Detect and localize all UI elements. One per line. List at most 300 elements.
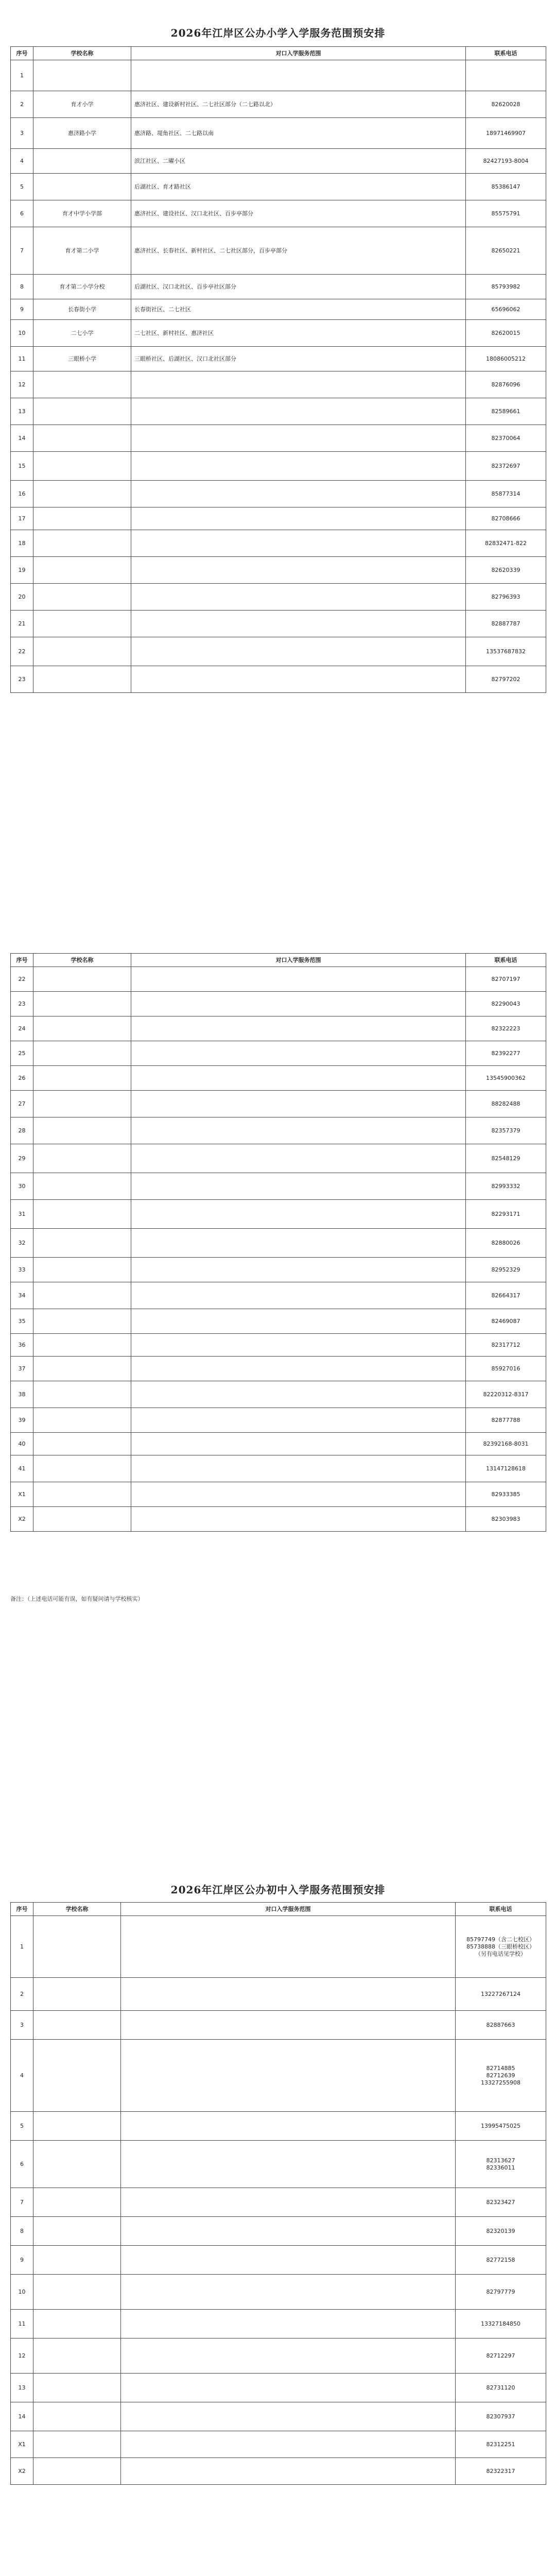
table-row	[11, 1916, 546, 1978]
table-row	[11, 1408, 546, 1433]
phone-number: 82620015	[466, 320, 546, 347]
row-index: 24	[11, 1016, 33, 1041]
table-row	[11, 149, 546, 174]
middle-page	[0, 1855, 556, 2576]
school-name	[33, 507, 131, 530]
service-range	[131, 1334, 466, 1357]
service-range	[121, 2040, 456, 2112]
school-name	[33, 2040, 121, 2112]
table-row	[11, 2188, 546, 2217]
row-index: 10	[11, 320, 33, 347]
table-row	[11, 2431, 546, 2458]
school-name	[33, 1433, 131, 1455]
row-index: 6	[11, 200, 33, 227]
phone-number: 82322223	[466, 1016, 546, 1041]
header-index: 序号	[11, 47, 33, 60]
row-index: 14	[11, 2402, 33, 2431]
school-name: 长春街小学	[33, 299, 131, 320]
table-row	[11, 530, 546, 557]
row-index: 15	[11, 452, 33, 481]
service-range: 后湖社区、汉口北社区、百步亭社区部分	[131, 275, 466, 299]
service-range	[131, 1357, 466, 1381]
phone-number: 82317712	[466, 1334, 546, 1357]
service-range	[131, 1144, 466, 1173]
school-name	[33, 1282, 131, 1309]
phone-number: 82392277	[466, 1041, 546, 1066]
page-title: 2026年江岸区公办初中入学服务范围预安排	[170, 1884, 386, 1896]
footnote: 备注：（上述电话可能有误，如有疑问请与学校核实）	[10, 1596, 144, 1602]
phone-number: 82293171	[466, 1200, 546, 1229]
phone-number: 82469087	[466, 1309, 546, 1334]
service-range	[131, 1381, 466, 1408]
row-index: 29	[11, 1144, 33, 1173]
school-name: 三眼桥小学	[33, 347, 131, 371]
row-index: 2	[11, 91, 33, 118]
row-index: 7	[11, 227, 33, 275]
service-range	[131, 666, 466, 693]
phone-number: 13995475025	[456, 2112, 546, 2141]
primary-table	[10, 46, 546, 693]
service-range	[121, 1978, 456, 2011]
phone-number: 18971469907	[466, 118, 546, 149]
table-row	[11, 637, 546, 666]
primary-page-1	[0, 0, 556, 902]
row-index: 1	[11, 60, 33, 91]
table-row	[11, 2011, 546, 2040]
table-row	[11, 425, 546, 452]
service-range	[121, 2188, 456, 2217]
row-index: 33	[11, 1258, 33, 1282]
table-row	[11, 299, 546, 320]
row-index: 8	[11, 2217, 33, 2246]
school-name: 育才第二小学	[33, 227, 131, 275]
table-row	[11, 666, 546, 693]
header-range: 对口入学服务范围	[131, 47, 466, 60]
school-name	[33, 174, 131, 200]
school-name	[33, 425, 131, 452]
row-index: 38	[11, 1381, 33, 1408]
table-row	[11, 2310, 546, 2338]
table-row	[11, 2338, 546, 2374]
service-range	[131, 60, 466, 91]
school-name	[33, 1200, 131, 1229]
school-name	[33, 1507, 131, 1532]
table-row	[11, 611, 546, 637]
phone-number: 13537687832	[466, 637, 546, 666]
phone-number: 82620339	[466, 557, 546, 584]
service-range	[121, 2112, 456, 2141]
phone-number: 82312251	[456, 2431, 546, 2458]
phone-number: 82664317	[466, 1282, 546, 1309]
phone-number: 13545900362	[466, 1066, 546, 1091]
service-range	[131, 452, 466, 481]
table-row	[11, 452, 546, 481]
header-index: 序号	[11, 1903, 33, 1916]
phone-number: 82548129	[466, 1144, 546, 1173]
row-index: 31	[11, 1200, 33, 1229]
table-row	[11, 398, 546, 425]
phone-number: 82772158	[456, 2246, 546, 2275]
school-name	[33, 557, 131, 584]
phone-number: 82712297	[456, 2338, 546, 2374]
service-range	[131, 1482, 466, 1507]
school-name	[33, 60, 131, 91]
service-range	[131, 1173, 466, 1200]
table-row	[11, 1282, 546, 1309]
school-name	[33, 452, 131, 481]
row-index: 13	[11, 398, 33, 425]
phone-number: 85877314	[466, 481, 546, 507]
service-range	[131, 1200, 466, 1229]
table-row	[11, 1066, 546, 1091]
phone-number: 82323427	[456, 2188, 546, 2217]
row-index: 12	[11, 371, 33, 398]
header-phone: 联系电话	[456, 1903, 546, 1916]
primary-table-continued	[10, 953, 546, 1532]
table-row	[11, 200, 546, 227]
school-name: 二七小学	[33, 320, 131, 347]
service-range	[121, 2141, 456, 2188]
school-name	[33, 371, 131, 398]
row-index: 4	[11, 2040, 33, 2112]
service-range	[121, 2402, 456, 2431]
school-name	[33, 1408, 131, 1433]
primary-page-2	[0, 948, 556, 1772]
service-range	[121, 2458, 456, 2485]
school-name	[33, 1916, 121, 1978]
service-range	[131, 425, 466, 452]
phone-number: 85797749（含二七校区） 85738888（三眼桥校区） （另有电话见学校）	[456, 1916, 546, 1978]
school-name	[33, 1229, 131, 1258]
service-range	[121, 2338, 456, 2374]
table-row	[11, 1258, 546, 1282]
service-range	[131, 584, 466, 611]
table-row	[11, 584, 546, 611]
phone-number: 82797779	[456, 2275, 546, 2310]
table-row	[11, 507, 546, 530]
table-row	[11, 2402, 546, 2431]
school-name	[33, 398, 131, 425]
table-row	[11, 557, 546, 584]
row-index: 23	[11, 992, 33, 1016]
table-row	[11, 1144, 546, 1173]
phone-number: 82303983	[466, 1507, 546, 1532]
table-row	[11, 1309, 546, 1334]
service-range: 滨江社区、二曜小区	[131, 149, 466, 174]
phone-number: 82708666	[466, 507, 546, 530]
header-school: 学校名称	[33, 47, 131, 60]
row-index: 40	[11, 1433, 33, 1455]
table-row	[11, 1173, 546, 1200]
service-range	[131, 1041, 466, 1066]
phone-number: 82877788	[466, 1408, 546, 1433]
row-index: 19	[11, 557, 33, 584]
table-row	[11, 60, 546, 91]
service-range	[131, 507, 466, 530]
service-range	[121, 2275, 456, 2310]
service-range: 惠济社区、长春社区、新村社区、二七社区部分，百步亭部分	[131, 227, 466, 275]
row-index: 8	[11, 275, 33, 299]
table-row	[11, 320, 546, 347]
school-name	[33, 1173, 131, 1200]
service-range	[131, 1117, 466, 1144]
school-name	[33, 611, 131, 637]
table-row	[11, 992, 546, 1016]
phone-number: 65696062	[466, 299, 546, 320]
table-row	[11, 2275, 546, 2310]
header-range: 对口入学服务范围	[121, 1903, 456, 1916]
table-row	[11, 347, 546, 371]
service-range	[121, 2374, 456, 2402]
service-range: 二七社区、新村社区、惠济社区	[131, 320, 466, 347]
school-name	[33, 2338, 121, 2374]
service-range	[131, 1455, 466, 1482]
phone-number: 82887787	[466, 611, 546, 637]
phone-number: 85793982	[466, 275, 546, 299]
row-index: 14	[11, 425, 33, 452]
header-index: 序号	[11, 954, 33, 967]
school-name	[33, 666, 131, 693]
school-name	[33, 2431, 121, 2458]
service-range	[131, 530, 466, 557]
row-index: 9	[11, 2246, 33, 2275]
row-index: 10	[11, 2275, 33, 2310]
row-index: 11	[11, 2310, 33, 2338]
school-name	[33, 1016, 131, 1041]
school-name: 育才中学小学部	[33, 200, 131, 227]
table-row	[11, 1433, 546, 1455]
school-name	[33, 2217, 121, 2246]
service-range	[131, 637, 466, 666]
school-name	[33, 1066, 131, 1091]
school-name	[33, 1482, 131, 1507]
table-row	[11, 2374, 546, 2402]
row-index: 28	[11, 1117, 33, 1144]
phone-number: 13327184850	[456, 2310, 546, 2338]
table-row	[11, 2112, 546, 2141]
school-name	[33, 1258, 131, 1282]
row-index: 36	[11, 1334, 33, 1357]
phone-number: 85575791	[466, 200, 546, 227]
school-name	[33, 584, 131, 611]
table-row	[11, 275, 546, 299]
school-name	[33, 2402, 121, 2431]
phone-number: 82620028	[466, 91, 546, 118]
table-row	[11, 1357, 546, 1381]
table-row	[11, 1200, 546, 1229]
school-name: 惠济路小学	[33, 118, 131, 149]
school-name	[33, 2458, 121, 2485]
row-index: 3	[11, 2011, 33, 2040]
row-index: 39	[11, 1408, 33, 1433]
phone-number: 13147128618	[466, 1455, 546, 1482]
table-row	[11, 1229, 546, 1258]
service-range	[121, 2011, 456, 2040]
service-range	[131, 557, 466, 584]
phone-number: 82320139	[456, 2217, 546, 2246]
phone-number: 82307937	[456, 2402, 546, 2431]
service-range	[131, 1408, 466, 1433]
row-index: 23	[11, 666, 33, 693]
school-name	[33, 1334, 131, 1357]
service-range	[121, 2431, 456, 2458]
table-row	[11, 481, 546, 507]
school-name: 育才小学	[33, 91, 131, 118]
school-name	[33, 637, 131, 666]
phone-number: 82714885 82712639 13327255908	[456, 2040, 546, 2112]
table-row	[11, 1091, 546, 1117]
phone-number: 82370064	[466, 425, 546, 452]
school-name	[33, 2141, 121, 2188]
service-range	[131, 1091, 466, 1117]
row-index: 27	[11, 1091, 33, 1117]
row-index: 34	[11, 1282, 33, 1309]
school-name	[33, 1381, 131, 1408]
school-name	[33, 530, 131, 557]
school-name	[33, 967, 131, 992]
row-index: 5	[11, 2112, 33, 2141]
phone-number: 82876096	[466, 371, 546, 398]
service-range	[121, 1916, 456, 1978]
phone-number: 88282488	[466, 1091, 546, 1117]
header-phone: 联系电话	[466, 954, 546, 967]
service-range	[131, 1229, 466, 1258]
row-index: 25	[11, 1041, 33, 1066]
row-index: 20	[11, 584, 33, 611]
service-range	[131, 1016, 466, 1041]
school-name	[33, 1091, 131, 1117]
service-range: 后湖社区、育才路社区	[131, 174, 466, 200]
table-row	[11, 2458, 546, 2485]
row-index: 30	[11, 1173, 33, 1200]
table-row	[11, 1334, 546, 1357]
row-index: 18	[11, 530, 33, 557]
row-index: 12	[11, 2338, 33, 2374]
school-name	[33, 481, 131, 507]
row-index: 37	[11, 1357, 33, 1381]
service-range: 长春街社区、二七社区	[131, 299, 466, 320]
service-range	[131, 371, 466, 398]
header-school: 学校名称	[33, 954, 131, 967]
row-index: 13	[11, 2374, 33, 2402]
row-index: 3	[11, 118, 33, 149]
service-range: 惠济社区、建设社区、汉口北社区、百步亭部分	[131, 200, 466, 227]
service-range	[131, 1258, 466, 1282]
service-range	[131, 1433, 466, 1455]
school-name	[33, 992, 131, 1016]
service-range	[131, 1282, 466, 1309]
school-name	[33, 1455, 131, 1482]
middle-table	[10, 1902, 546, 2485]
table-row	[11, 1978, 546, 2011]
phone-number: 85386147	[466, 174, 546, 200]
row-index: 4	[11, 149, 33, 174]
row-index: 1	[11, 1916, 33, 1978]
phone-number: 82357379	[466, 1117, 546, 1144]
table-row	[11, 967, 546, 992]
school-name: 育才第二小学分校	[33, 275, 131, 299]
header-school: 学校名称	[33, 1903, 121, 1916]
table-row	[11, 2246, 546, 2275]
row-index: 22	[11, 967, 33, 992]
row-index: 2	[11, 1978, 33, 2011]
phone-number: 18086005212	[466, 347, 546, 371]
row-index: 32	[11, 1229, 33, 1258]
table-row	[11, 2217, 546, 2246]
phone-number: 82290043	[466, 992, 546, 1016]
row-index: 22	[11, 637, 33, 666]
row-index: 11	[11, 347, 33, 371]
phone-number: 82993332	[466, 1173, 546, 1200]
service-range	[131, 967, 466, 992]
table-row	[11, 174, 546, 200]
service-range	[131, 611, 466, 637]
service-range	[131, 481, 466, 507]
table-row	[11, 1507, 546, 1532]
phone-number: 85927016	[466, 1357, 546, 1381]
school-name	[33, 2310, 121, 2338]
phone-number: 82707197	[466, 967, 546, 992]
phone-number: 82952329	[466, 1258, 546, 1282]
table-row	[11, 1041, 546, 1066]
row-index: 17	[11, 507, 33, 530]
service-range: 惠济社区、建设新村社区、二七社区部分（二七路以北）	[131, 91, 466, 118]
phone-number: 82220312-8317	[466, 1381, 546, 1408]
row-index: 41	[11, 1455, 33, 1482]
service-range	[131, 398, 466, 425]
phone-number: 82392168-8031	[466, 1433, 546, 1455]
service-range	[131, 1507, 466, 1532]
phone-number: 82313627 82336011	[456, 2141, 546, 2188]
phone-number	[466, 60, 546, 91]
table-row	[11, 1455, 546, 1482]
phone-number: 13227267124	[456, 1978, 546, 2011]
row-index: 6	[11, 2141, 33, 2188]
table-row	[11, 91, 546, 118]
service-range	[131, 1309, 466, 1334]
row-index: 21	[11, 611, 33, 637]
phone-number: 82797202	[466, 666, 546, 693]
school-name	[33, 2275, 121, 2310]
row-index: X2	[11, 1507, 33, 1532]
row-index: 7	[11, 2188, 33, 2217]
school-name	[33, 2246, 121, 2275]
page-title: 2026年江岸区公办小学入学服务范围预安排	[170, 27, 386, 39]
table-row	[11, 118, 546, 149]
table-row	[11, 227, 546, 275]
phone-number: 82322317	[456, 2458, 546, 2485]
row-index: X2	[11, 2458, 33, 2485]
phone-number: 82427193-8004	[466, 149, 546, 174]
row-index: X1	[11, 1482, 33, 1507]
phone-number: 82372697	[466, 452, 546, 481]
row-index: 26	[11, 1066, 33, 1091]
header-range: 对口入学服务范围	[131, 954, 466, 967]
school-name	[33, 1144, 131, 1173]
school-name	[33, 2374, 121, 2402]
school-name	[33, 1041, 131, 1066]
phone-number: 82650221	[466, 227, 546, 275]
school-name	[33, 1978, 121, 2011]
service-range	[121, 2217, 456, 2246]
phone-number: 82731120	[456, 2374, 546, 2402]
service-range	[121, 2310, 456, 2338]
school-name	[33, 2112, 121, 2141]
row-index: 35	[11, 1309, 33, 1334]
service-range: 三眼桥社区、后湖社区、汉口北社区部分	[131, 347, 466, 371]
phone-number: 82880026	[466, 1229, 546, 1258]
service-range: 惠济路、堤角社区、二七路以南	[131, 118, 466, 149]
